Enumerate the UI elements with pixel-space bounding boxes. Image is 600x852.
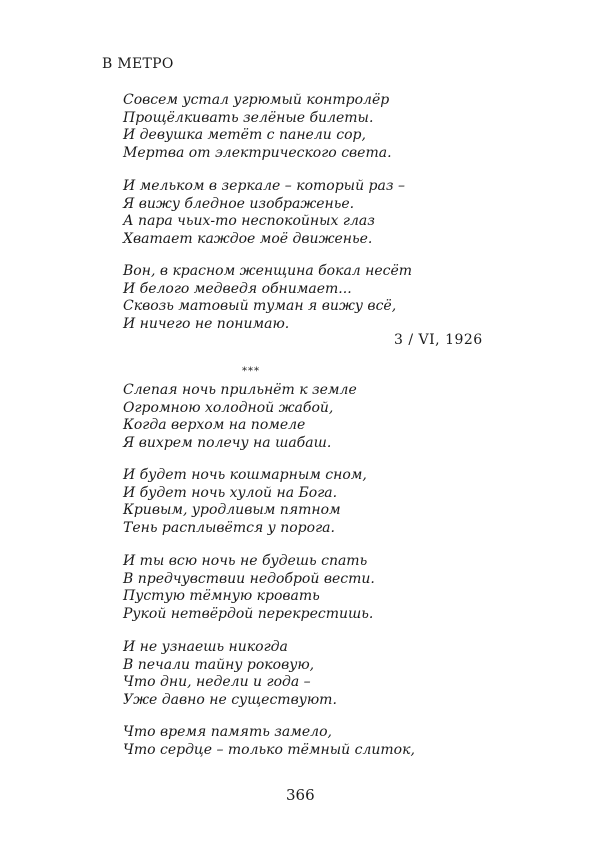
poem-line: Кривым, уродливым пятном bbox=[123, 502, 341, 519]
poem-line: И ты всю ночь не будешь спать bbox=[123, 553, 368, 569]
poem-line: Уже давно не существуют. bbox=[123, 691, 337, 708]
poem1-stanza-1 bbox=[123, 92, 392, 162]
poem-line: Я вижу бледное изображенье. bbox=[123, 195, 355, 212]
poem-line: И будет ночь кошмарным сном, bbox=[123, 467, 367, 483]
poem-line: Когда верхом на помеле bbox=[123, 417, 306, 434]
poem-line: Пустую тёмную кровать bbox=[123, 588, 320, 605]
poem-line: И девушка метёт с панели сор, bbox=[123, 127, 366, 144]
poem-line: Что дни, недели и года – bbox=[123, 674, 311, 691]
poem-line: В предчувствии недоброй вести. bbox=[123, 570, 375, 587]
poem-line: Что сердце – только тёмный слиток, bbox=[123, 741, 415, 758]
poem2-stanza-3 bbox=[123, 553, 375, 623]
poem2-stanza-5 bbox=[123, 724, 415, 759]
poem-line: Совсем устал угрюмый контролёр bbox=[123, 92, 390, 108]
poem-line: Тень расплывётся у порога. bbox=[123, 519, 335, 536]
poem-line: И ничего не понимаю. bbox=[123, 315, 290, 332]
poem-line: Рукой нетвёрдой перекрестишь. bbox=[123, 605, 374, 622]
poem-line: И не узнаешь никогда bbox=[123, 639, 288, 655]
section-separator: *** bbox=[242, 366, 260, 377]
poem-line: Огромною холодной жабой, bbox=[123, 399, 334, 416]
poem-line: И белого медведя обнимает... bbox=[123, 280, 352, 297]
page-number: 366 bbox=[286, 786, 315, 804]
poem2-stanza-4 bbox=[123, 639, 337, 709]
poem-title: В МЕТРО bbox=[102, 56, 174, 72]
poem1-stanza-2 bbox=[123, 178, 405, 248]
poem1-stanza-3 bbox=[123, 263, 412, 333]
poem-line: Хватает каждое моё движенье. bbox=[123, 230, 373, 247]
poem-line: И мельком в зеркале – который раз – bbox=[123, 178, 405, 194]
poem-line: Прощёлкивать зелёные билеты. bbox=[123, 109, 374, 126]
poem-date: 3 / VI, 1926 bbox=[394, 332, 483, 348]
poem-line: Вон, в красном женщина бокал несёт bbox=[123, 263, 413, 279]
poem-line: А пара чьих-то неспокойных глаз bbox=[123, 213, 375, 230]
poem-line: Слепая ночь прильнёт к земле bbox=[123, 382, 357, 398]
poem-line: Я вихрем полечу на шабаш. bbox=[123, 434, 332, 451]
poem2-stanza-2 bbox=[123, 467, 367, 537]
poem-line: Что время память замело, bbox=[123, 724, 332, 740]
poem-line: В печали тайну роковую, bbox=[123, 656, 315, 673]
poem-line: И будет ночь хулой на Бога. bbox=[123, 484, 338, 501]
poem-line: Сквозь матовый туман я вижу всё, bbox=[123, 298, 397, 315]
poem-line: Мертва от электрического света. bbox=[123, 144, 392, 161]
poem2-stanza-1 bbox=[123, 382, 357, 452]
